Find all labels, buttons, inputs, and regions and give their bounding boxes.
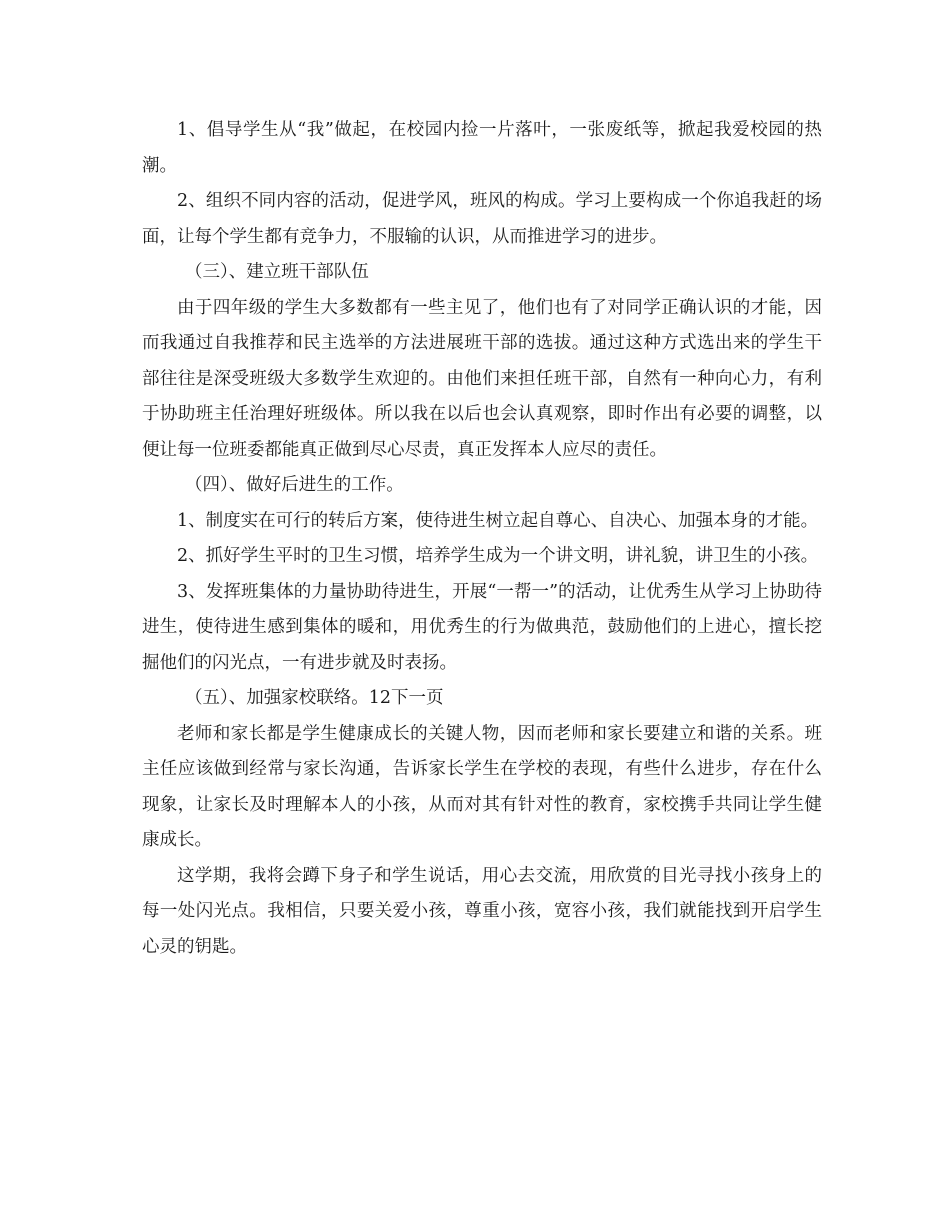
paragraph-7: 老师和家长都是学生健康成长的关键人物，因而老师和家长要建立和谐的关系。班主任应该做到经常与家长沟通，告诉家长学生在学校的表现，有些什么进步，存在什么现象，让家长及时理解本人的小孩，从而对其有针对性的教育，家校携手共同让学生健康成长。 (142, 723, 822, 850)
document-body (142, 113, 822, 965)
paragraph-6: 3、发挥班集体的力量协助待进生，开展“一帮一”的活动，让优秀生从学习上协助待进生，使待进生感到集体的暖和，用优秀生的行为做典范，鼓励他们的上进心，擅长挖掘他们的闪光点，一有进步就及时表扬。 (142, 581, 822, 673)
paragraph-8: 这学期，我将会蹲下身子和学生说话，用心去交流，用欣赏的目光寻找小孩身上的每一处闪光点。我相信，只要关爱小孩，尊重小孩，宽容小孩，我们就能找到开启学生心灵的钥匙。 (142, 865, 822, 957)
paragraph-3: 由于四年级的学生大多数都有一些主见了，他们也有了对同学正确认识的才能，因而我通过自我推荐和民主选举的方法进展班干部的选拔。通过这种方式选出来的学生干部往往是深受班级大多数学生欢迎的。由他们来担任班干部，自然有一种向心力，有利于协助班主任治理好班级体。所以我在以后也会认真观察，即时作出有必要的调整，以便让每一位班委都能真正做到尽心尽责，真正发挥本人应尽的责任。 (142, 297, 822, 460)
section-heading-3: （三）、建立班干部队伍 (185, 262, 369, 282)
paragraph-1: 1、倡导学生从“我”做起，在校园内捡一片落叶，一张废纸等，掀起我爱校园的热潮。 (142, 120, 822, 176)
paragraph-5: 2、抓好学生平时的卫生习惯，培养学生成为一个讲文明，讲礼貌，讲卫生的小孩。 (177, 546, 819, 566)
section-heading-5: （五）、加强家校联络。12下一页 (185, 688, 444, 708)
paragraph-2: 2、组织不同内容的活动，促进学风，班风的构成。学习上要构成一个你追我赶的场面，让每个学生都有竞争力，不服输的认识，从而推进学习的进步。 (142, 191, 822, 247)
section-heading-4: （四）、做好后进生的工作。 (185, 475, 404, 495)
paragraph-4: 1、制度实在可行的转后方案，使待进生树立起自尊心、自决心、加强本身的才能。 (177, 510, 819, 531)
